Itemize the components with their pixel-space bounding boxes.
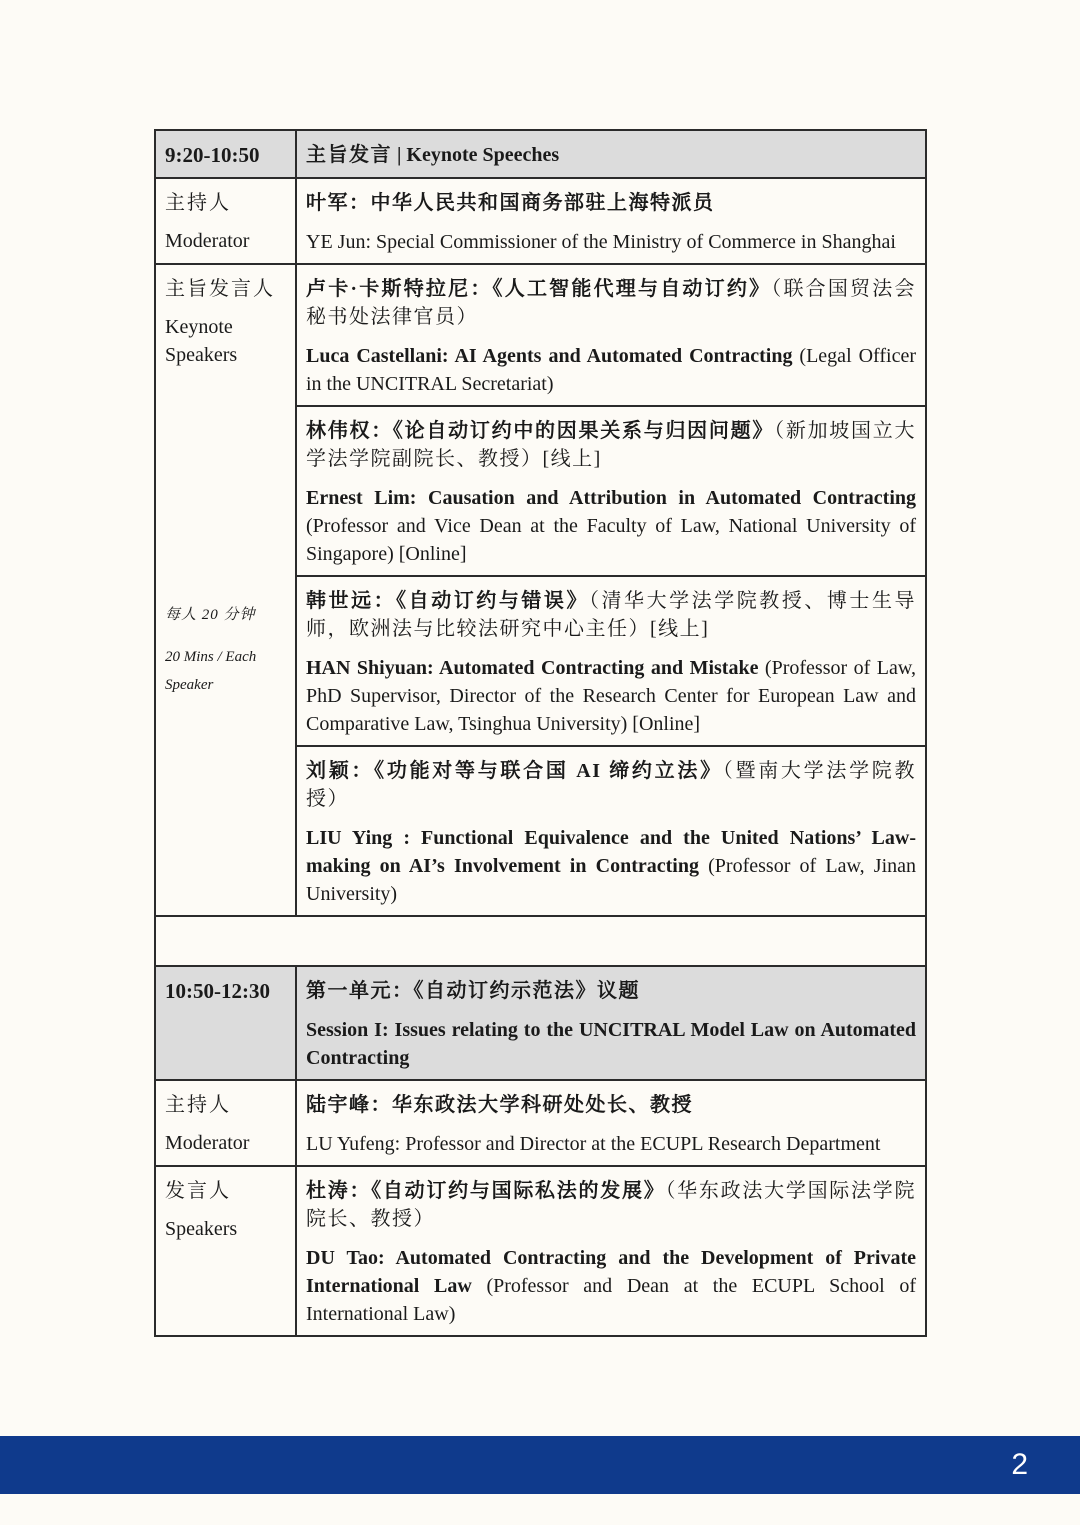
speaker-affiliation-en: (Professor and Vice Dean at the Faculty of Law, National University of Singapore) [Online] <box>306 515 916 565</box>
time-note-en: 20 Mins / Each Speaker <box>165 649 257 693</box>
time-note-zh: 每人 20 分钟 <box>165 607 256 623</box>
session1-moderator-row <box>155 1080 926 1166</box>
keynote-moderator-zh: 叶军：中华人民共和国商务部驻上海特派员 <box>306 192 715 214</box>
keynote-moderator-row <box>155 178 926 264</box>
speaker-affiliation-zh: （清华大学法学院教授、博士生导师，欧洲法与比较法研究中心主任）[线上] <box>306 590 917 640</box>
session1-header-row <box>155 966 926 1080</box>
keynote-title-zh: 主旨发言 <box>306 144 392 166</box>
keynote-title-en: Keynote Speeches <box>406 144 560 166</box>
keynote-speaker-cell <box>296 746 926 916</box>
keynote-speaker-cell <box>296 406 926 576</box>
speaker-affiliation-zh: （联合国贸法会秘书处法律官员） <box>306 278 916 328</box>
speaker-title-en: DU Tao: Automated Contracting and the Development of Private International Law <box>306 1247 916 1297</box>
speaker-affiliation-zh: （新加坡国立大学法学院副院长、教授）[线上] <box>306 420 917 470</box>
session1-moderator-label: 主持人 Moderator <box>155 1080 296 1166</box>
speaker-title-en: LIU Ying : Functional Equivalence and the United Nations’ Law-making on AI’s Involvement in Contracting <box>306 827 916 877</box>
session1-title-zh: 第一单元：《自动订约示范法》议题 <box>306 980 640 1002</box>
session1-speaker-cell <box>296 1166 926 1336</box>
speaker-title-en: HAN Shiyuan: Automated Contracting and Mistake <box>306 657 759 679</box>
session1-moderator-cell <box>296 1080 926 1166</box>
session1-speaker-row <box>155 1166 926 1336</box>
speaker-affiliation-en: (Professor of Law, Jinan University) <box>306 855 916 905</box>
keynote-speaker-row <box>155 264 926 406</box>
session1-title-en: Session I: Issues relating to the UNCITRAL Model Law on Automated Contracting <box>306 1019 916 1069</box>
speaker-title-zh: 韩世远：《自动订约与错误》 <box>306 590 589 612</box>
keynote-moderator-cell <box>296 178 926 264</box>
session1-time: 10:50-12:30 <box>155 966 296 1080</box>
session1-title <box>296 966 926 1080</box>
schedule-table <box>154 129 927 1337</box>
keynote-header-row <box>155 130 926 178</box>
speaker-title-zh: 刘颖：《功能对等与联合国 AI 缔约立法》 <box>306 760 723 782</box>
speaker-title-zh: 杜涛：《自动订约与国际私法的发展》 <box>306 1180 666 1202</box>
keynote-moderator-label: 主持人 Moderator <box>155 178 296 264</box>
spacer-row <box>155 916 926 966</box>
session1-moderator-en: LU Yufeng: Professor and Director at the ECUPL Research Department <box>306 1133 881 1155</box>
keynote-speaker-cell <box>296 576 926 746</box>
speaker-title-en: Luca Castellani: AI Agents and Automated Contracting <box>306 345 793 367</box>
speaker-affiliation-zh: （华东政法大学国际法学院院长、教授） <box>306 1180 917 1230</box>
keynote-speakers-label: 主旨发言人 Keynote Speakers 每人 20 分钟 20 Mins / Each Speaker <box>155 264 296 916</box>
speaker-affiliation-zh: （暨南大学法学院教授） <box>306 760 917 810</box>
keynote-time: 9:20-10:50 <box>155 130 296 178</box>
speaker-affiliation-en: (Professor of Law, PhD Supervisor, Director of the Research Center for European Law and Comparative Law, Tsinghua University) [Online] <box>306 657 916 735</box>
speaker-title-zh: 林伟权：《论自动订约中的因果关系与归因问题》 <box>306 420 775 442</box>
keynote-title-sep: | <box>392 144 407 166</box>
footer-bar <box>0 1436 1080 1494</box>
keynote-moderator-en: YE Jun: Special Commissioner of the Ministry of Commerce in Shanghai <box>306 231 896 253</box>
speaker-affiliation-en: (Professor and Dean at the ECUPL School of International Law) <box>306 1275 916 1325</box>
speaker-title-zh: 卢卡·卡斯特拉尼：《人工智能代理与自动订约》 <box>306 278 772 300</box>
speaker-affiliation-en: (Legal Officer in the UNCITRAL Secretariat) <box>306 345 916 395</box>
page-number: 2 <box>1011 1448 1028 1481</box>
keynote-speaker-cell <box>296 264 926 406</box>
session1-moderator-zh: 陆宇峰：华东政法大学科研处处长、教授 <box>306 1094 693 1116</box>
speaker-title-en: Ernest Lim: Causation and Attribution in Automated Contracting <box>306 487 916 509</box>
session1-speakers-label: 发言人 Speakers <box>155 1166 296 1336</box>
keynote-title <box>296 130 926 178</box>
